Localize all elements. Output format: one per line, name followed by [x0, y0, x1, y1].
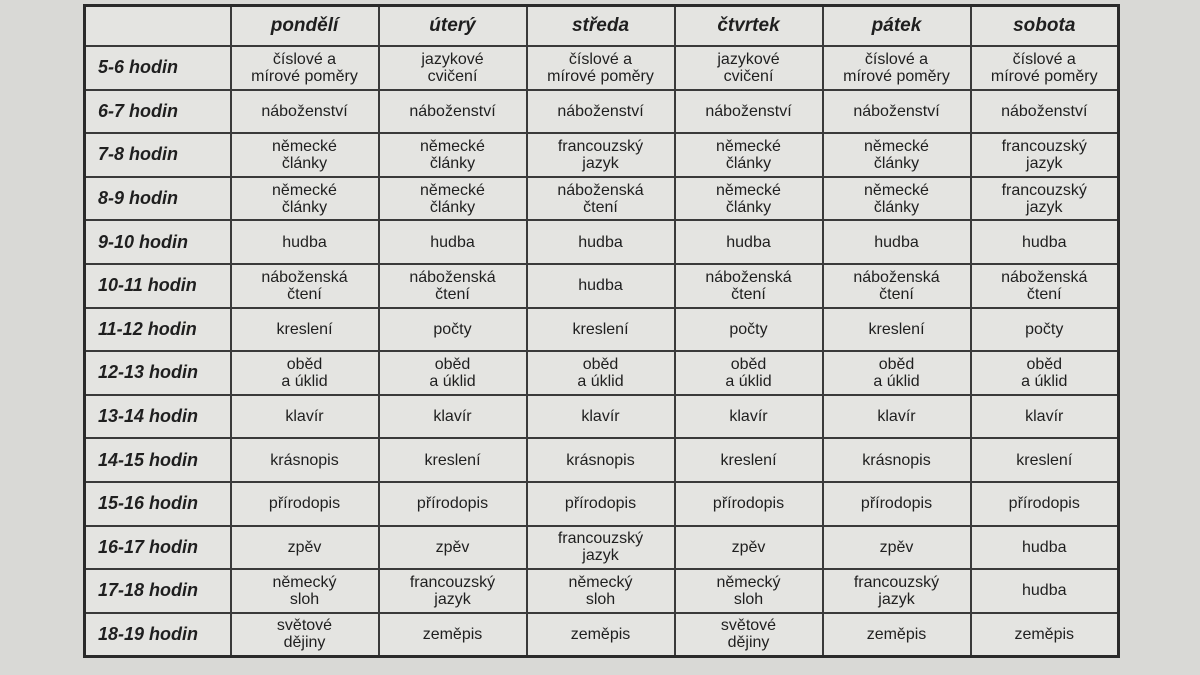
subject-cell: hudba [675, 220, 823, 264]
subject-cell: francouzský jazyk [823, 569, 971, 613]
subject-cell: zpěv [675, 526, 823, 570]
subject-cell: francouzský jazyk [971, 177, 1119, 221]
subject-cell: počty [379, 308, 527, 352]
subject-cell: číslové a mírové poměry [971, 46, 1119, 90]
subject-cell: číslové a mírové poměry [823, 46, 971, 90]
time-slot-label: 14-15 hodin [85, 438, 231, 482]
subject-cell: číslové a mírové poměry [231, 46, 379, 90]
table-row [85, 177, 1119, 221]
subject-cell: krásnopis [527, 438, 675, 482]
subject-cell: hudba [527, 264, 675, 308]
subject-cell: přírodopis [675, 482, 823, 526]
day-header: středa [527, 6, 675, 47]
subject-cell: francouzský jazyk [527, 526, 675, 570]
subject-cell: kreslení [675, 438, 823, 482]
timetable-body [85, 46, 1119, 657]
subject-cell: kreslení [971, 438, 1119, 482]
subject-cell: krásnopis [231, 438, 379, 482]
day-header: úterý [379, 6, 527, 47]
subject-cell: náboženství [527, 90, 675, 134]
subject-cell: hudba [231, 220, 379, 264]
table-row [85, 482, 1119, 526]
subject-cell: německý sloh [675, 569, 823, 613]
subject-cell: náboženství [675, 90, 823, 134]
subject-cell: oběd a úklid [675, 351, 823, 395]
subject-cell: číslové a mírové poměry [527, 46, 675, 90]
subject-cell: francouzský jazyk [379, 569, 527, 613]
subject-cell: německé články [379, 133, 527, 177]
table-row [85, 395, 1119, 439]
table-row [85, 220, 1119, 264]
subject-cell: hudba [379, 220, 527, 264]
table-row [85, 613, 1119, 657]
subject-cell: kreslení [379, 438, 527, 482]
subject-cell: německé články [231, 177, 379, 221]
subject-cell: klavír [527, 395, 675, 439]
schedule-sheet [83, 4, 1119, 658]
subject-cell: kreslení [527, 308, 675, 352]
subject-cell: německé články [675, 133, 823, 177]
table-row [85, 264, 1119, 308]
time-slot-label: 18-19 hodin [85, 613, 231, 657]
time-slot-label: 9-10 hodin [85, 220, 231, 264]
time-slot-label: 8-9 hodin [85, 177, 231, 221]
subject-cell: zpěv [379, 526, 527, 570]
table-row [85, 569, 1119, 613]
table-row [85, 46, 1119, 90]
subject-cell: hudba [823, 220, 971, 264]
subject-cell: přírodopis [379, 482, 527, 526]
table-row [85, 308, 1119, 352]
subject-cell: klavír [379, 395, 527, 439]
subject-cell: kreslení [231, 308, 379, 352]
subject-cell: německý sloh [527, 569, 675, 613]
subject-cell: hudba [527, 220, 675, 264]
subject-cell: oběd a úklid [527, 351, 675, 395]
subject-cell: německý sloh [231, 569, 379, 613]
subject-cell: zeměpis [379, 613, 527, 657]
subject-cell: krásnopis [823, 438, 971, 482]
subject-cell: přírodopis [231, 482, 379, 526]
subject-cell: přírodopis [971, 482, 1119, 526]
time-slot-label: 7-8 hodin [85, 133, 231, 177]
subject-cell: klavír [675, 395, 823, 439]
subject-cell: počty [971, 308, 1119, 352]
subject-cell: oběd a úklid [379, 351, 527, 395]
subject-cell: světové dějiny [675, 613, 823, 657]
subject-cell: náboženská čtení [527, 177, 675, 221]
subject-cell: náboženská čtení [675, 264, 823, 308]
timetable-header [85, 6, 1119, 47]
subject-cell: oběd a úklid [971, 351, 1119, 395]
table-row [85, 133, 1119, 177]
subject-cell: německé články [675, 177, 823, 221]
subject-cell: německé články [231, 133, 379, 177]
subject-cell: zpěv [823, 526, 971, 570]
subject-cell: náboženská čtení [231, 264, 379, 308]
subject-cell: zeměpis [971, 613, 1119, 657]
subject-cell: zeměpis [823, 613, 971, 657]
subject-cell: oběd a úklid [823, 351, 971, 395]
subject-cell: jazykové cvičení [379, 46, 527, 90]
subject-cell: francouzský jazyk [971, 133, 1119, 177]
timetable [83, 4, 1120, 658]
subject-cell: přírodopis [527, 482, 675, 526]
time-slot-label: 5-6 hodin [85, 46, 231, 90]
subject-cell: přírodopis [823, 482, 971, 526]
subject-cell: hudba [971, 526, 1119, 570]
table-row [85, 438, 1119, 482]
time-slot-label: 17-18 hodin [85, 569, 231, 613]
table-row [85, 526, 1119, 570]
subject-cell: hudba [971, 569, 1119, 613]
subject-cell: zpěv [231, 526, 379, 570]
subject-cell: francouzský jazyk [527, 133, 675, 177]
subject-cell: hudba [971, 220, 1119, 264]
subject-cell: náboženství [379, 90, 527, 134]
subject-cell: náboženská čtení [379, 264, 527, 308]
day-header: pondělí [231, 6, 379, 47]
subject-cell: náboženství [823, 90, 971, 134]
day-header: čtvrtek [675, 6, 823, 47]
subject-cell: klavír [971, 395, 1119, 439]
subject-cell: náboženství [971, 90, 1119, 134]
day-header: pátek [823, 6, 971, 47]
table-row [85, 351, 1119, 395]
subject-cell: německé články [823, 177, 971, 221]
table-row [85, 90, 1119, 134]
header-corner-cell [85, 6, 231, 47]
subject-cell: klavír [823, 395, 971, 439]
subject-cell: klavír [231, 395, 379, 439]
subject-cell: počty [675, 308, 823, 352]
subject-cell: německé články [379, 177, 527, 221]
subject-cell: náboženská čtení [823, 264, 971, 308]
subject-cell: oběd a úklid [231, 351, 379, 395]
subject-cell: německé články [823, 133, 971, 177]
time-slot-label: 6-7 hodin [85, 90, 231, 134]
header-row [85, 6, 1119, 47]
time-slot-label: 11-12 hodin [85, 308, 231, 352]
subject-cell: jazykové cvičení [675, 46, 823, 90]
time-slot-label: 12-13 hodin [85, 351, 231, 395]
subject-cell: náboženství [231, 90, 379, 134]
subject-cell: náboženská čtení [971, 264, 1119, 308]
subject-cell: zeměpis [527, 613, 675, 657]
subject-cell: světové dějiny [231, 613, 379, 657]
time-slot-label: 15-16 hodin [85, 482, 231, 526]
time-slot-label: 10-11 hodin [85, 264, 231, 308]
time-slot-label: 13-14 hodin [85, 395, 231, 439]
time-slot-label: 16-17 hodin [85, 526, 231, 570]
day-header: sobota [971, 6, 1119, 47]
subject-cell: kreslení [823, 308, 971, 352]
